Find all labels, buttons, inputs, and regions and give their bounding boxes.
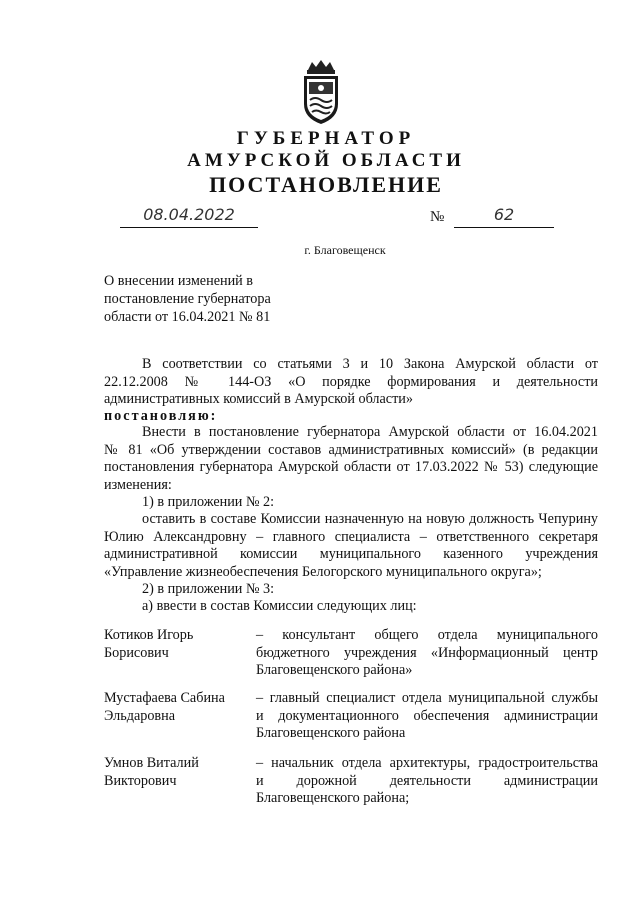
member-desc-line: – главный специалист отдела муниципальной службы [256, 690, 598, 706]
member-desc-line: – начальник отдела архитектуры, градостроительства [256, 755, 598, 771]
header-title-governor: ГУБЕРНАТОР [236, 128, 416, 149]
member-name-line: Котиков Игорь [104, 627, 194, 643]
subject-line: О внесении изменений в [104, 273, 254, 289]
body-line: постановления губернатора Амурской области от 17.03.2022 № 53) следующие [104, 459, 598, 475]
document-date: 08.04.2022 [120, 205, 258, 228]
member-name-line: Умнов Виталий [104, 755, 199, 771]
document-type-title: ПОСТАНОВЛЕНИЕ [209, 172, 443, 197]
member-name-line: Викторович [104, 772, 177, 789]
member-description [256, 627, 598, 680]
member-name-line: Эльдаровна [104, 707, 176, 724]
item-1-line: оставить в составе Комиссии назначенную на новую должность Чепурину [142, 511, 598, 527]
body-paragraph [104, 424, 598, 494]
member-desc-line: Благовещенского района [256, 725, 406, 741]
item-1-text [104, 511, 598, 581]
preamble-line: административных комиссий в Амурской области» [104, 391, 413, 407]
member-desc-line: Благовещенского района» [256, 662, 413, 678]
number-label: № [430, 209, 445, 225]
preamble-line: 22.12.2008 № 144-ОЗ «О порядке формирования и деятельности [104, 373, 598, 390]
subject-line: области от 16.04.2021 № 81 [104, 309, 271, 325]
city-line: г. Благовещенск [304, 243, 386, 257]
member-desc-line: – консультант общего отдела муниципального [256, 627, 598, 643]
coat-of-arms-emblem [300, 58, 342, 126]
document-number: 62 [454, 205, 554, 228]
item-1-line: «Управление жизнеобеспечения Белогорского муниципального округа»; [104, 563, 542, 580]
body-line: Внести в постановление губернатора Амурской области от 16.04.2021 [142, 424, 598, 440]
member-name-line: Борисович [104, 644, 169, 661]
body-line: № 81 «Об утверждении составов административных комиссий» (в редакции [104, 441, 598, 458]
item-1-line: административной комиссии муниципального казенного учреждения [104, 546, 598, 562]
member-name-line: Мустафаева Сабина [104, 690, 225, 706]
member-description [256, 690, 598, 743]
header-title-region: АМУРСКОЙ ОБЛАСТИ [187, 150, 465, 171]
document-subject [104, 272, 271, 326]
item-1-title: 1) в приложении № 2: [142, 494, 275, 510]
member-name [104, 627, 193, 662]
body-line: изменения: [104, 476, 172, 493]
subject-line: постановление губернатора [104, 291, 271, 307]
item-1-line: Юлию Александровну – главного специалиста – ответственного секретаря [104, 528, 598, 545]
preamble-paragraph [104, 356, 598, 409]
item-2-title: 2) в приложении № 3: [142, 581, 275, 597]
resolve-word: постановляю: [104, 408, 218, 424]
item-2-subtitle: а) ввести в состав Комиссии следующих лиц: [142, 598, 417, 614]
member-desc-line: и документационного обеспечения администрации [256, 707, 598, 724]
member-desc-line: Благовещенского района; [256, 790, 410, 806]
member-desc-line: и дорожной деятельности администрации [256, 772, 598, 789]
member-desc-line: бюджетного учреждения «Информационный центр [256, 644, 598, 661]
member-name [104, 690, 225, 725]
member-name [104, 755, 199, 790]
preamble-line: В соответствии со статьями 3 и 10 Закона Амурской области от [142, 356, 598, 372]
member-description [256, 755, 598, 808]
